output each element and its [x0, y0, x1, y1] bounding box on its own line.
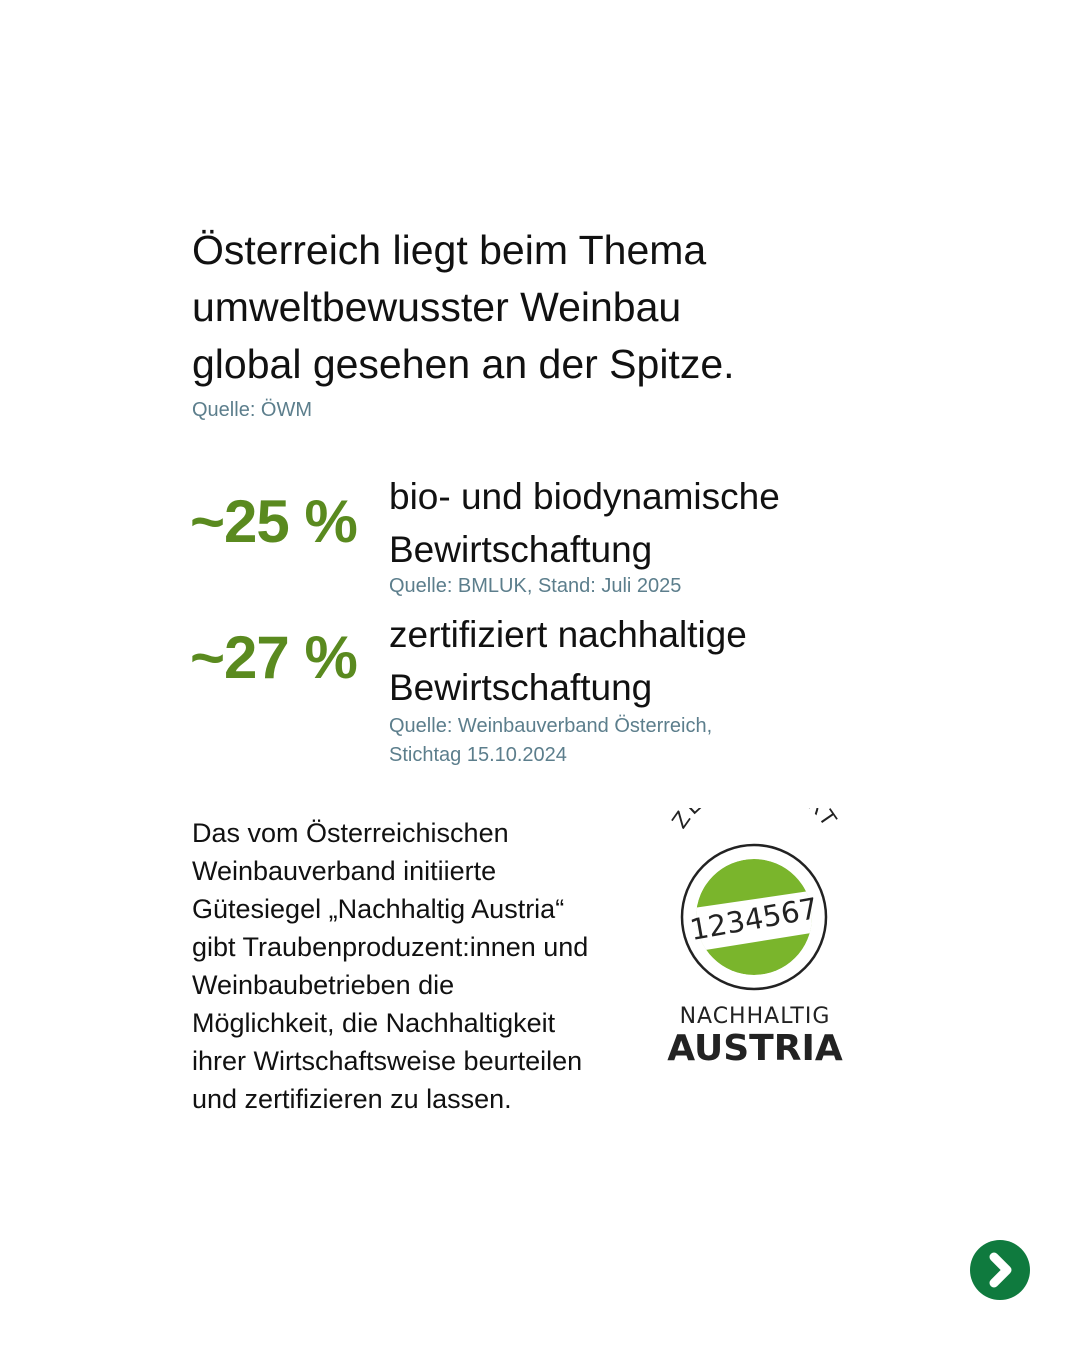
next-slide-button[interactable]	[970, 1240, 1030, 1300]
headline	[192, 222, 892, 393]
stat-label-line: bio- und biodynamische	[389, 476, 780, 517]
body-line: Möglichkeit, die Nachhaltigkeit	[192, 1008, 556, 1038]
seal-number: 1234567	[687, 891, 821, 947]
headline-line: umweltbewusster Weinbau	[192, 284, 682, 330]
body-line: gibt Traubenproduzent:innen und	[192, 932, 589, 962]
stat-source-sustainable	[389, 712, 909, 770]
stat-label-line: zertifiziert nachhaltige	[389, 614, 747, 655]
stat-value-organic: ~25 %	[190, 488, 357, 555]
chevron-right-icon	[970, 1240, 1030, 1300]
seal-graphic	[660, 808, 850, 1068]
body-paragraph	[192, 814, 652, 1118]
body-line: und zertifizieren zu lassen.	[192, 1084, 512, 1114]
stat-value-sustainable: ~27 %	[190, 624, 357, 691]
stat-source-organic	[389, 572, 909, 601]
body-line: Das vom Österreichischen	[192, 818, 509, 848]
seal-line-1: NACHHALTIG	[679, 1004, 831, 1029]
body-line: Gütesiegel „Nachhaltig Austria“	[192, 894, 565, 924]
stat-label-sustainable	[389, 608, 949, 714]
headline-line: Österreich liegt beim Thema	[192, 227, 707, 273]
body-line: Weinbauverband initiierte	[192, 856, 497, 886]
body-line: Weinbaubetrieben die	[192, 970, 455, 1000]
body-line: ihrer Wirtschaftsweise beurteilen	[192, 1046, 583, 1076]
certification-seal-logo	[660, 808, 850, 1068]
stat-label-line: Bewirtschaftung	[389, 529, 653, 570]
seal-line-2: AUSTRIA	[667, 1028, 843, 1068]
stat-label-organic	[389, 470, 949, 576]
stat-source-line: Quelle: BMLUK, Stand: Juli 2025	[389, 575, 682, 597]
headline-source: Quelle: ÖWM	[192, 399, 313, 421]
seal-arc-text: Z T	[667, 808, 843, 833]
headline-line: global gesehen an der Spitze.	[192, 341, 735, 387]
stat-source-line: Stichtag 15.10.2024	[389, 744, 567, 766]
stat-label-line: Bewirtschaftung	[389, 667, 653, 708]
stat-source-line: Quelle: Weinbauverband Österreich,	[389, 715, 713, 737]
